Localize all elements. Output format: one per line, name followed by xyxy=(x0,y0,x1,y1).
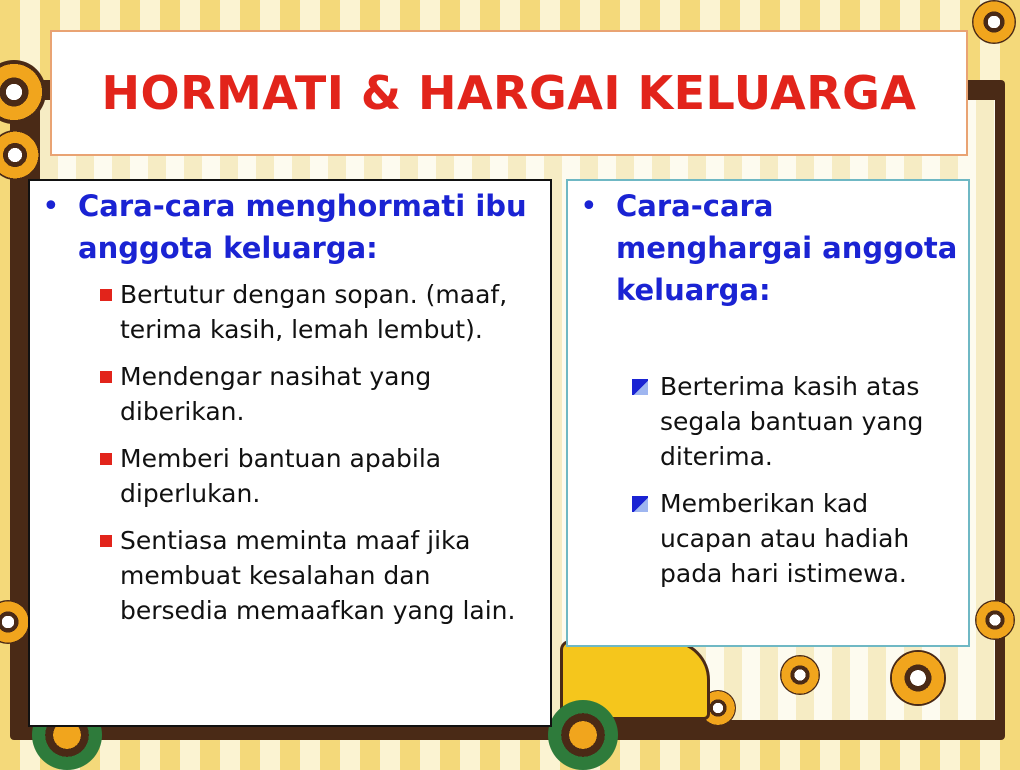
blue-square-bullet-icon xyxy=(632,379,648,395)
decor-circle xyxy=(890,650,946,706)
list-item-text: Memberi bantuan apabila diperlukan. xyxy=(120,444,442,508)
list-item-text: Bertutur dengan sopan. (maaf, terima kasih, lemah lembut). xyxy=(120,280,508,344)
right-heading-item xyxy=(578,185,960,311)
list-item xyxy=(100,523,542,628)
red-square-bullet-icon xyxy=(100,535,112,547)
list-item xyxy=(100,441,542,511)
red-square-bullet-icon xyxy=(100,289,112,301)
list-item xyxy=(100,359,542,429)
left-heading-item xyxy=(40,185,542,269)
left-panel xyxy=(28,179,552,727)
title-box xyxy=(50,30,968,156)
slide-title: HORMATI & HARGAI KELUARGA xyxy=(101,66,917,120)
list-item-text: Berterima kasih atas segala bantuan yang diterima. xyxy=(660,372,924,471)
decor-circle xyxy=(975,600,1015,640)
bullet-icon: • xyxy=(42,189,60,224)
list-item xyxy=(632,486,960,591)
left-heading: Cara-cara menghormati ibu anggota keluarga: xyxy=(78,189,527,265)
blue-square-bullet-icon xyxy=(632,496,648,512)
right-heading: Cara-cara menghargai anggota keluarga: xyxy=(616,189,958,307)
list-item xyxy=(632,369,960,474)
list-item xyxy=(100,277,542,347)
red-square-bullet-icon xyxy=(100,453,112,465)
right-panel xyxy=(566,179,970,647)
decor-wheel xyxy=(548,700,618,770)
list-item-text: Sentiasa meminta maaf jika membuat kesalahan dan bersedia memaafkan yang lain. xyxy=(120,526,516,625)
left-list xyxy=(100,277,542,628)
list-item-text: Memberikan kad ucapan atau hadiah pada hari istimewa. xyxy=(660,489,910,588)
decor-circle xyxy=(780,655,820,695)
decor-circle xyxy=(972,0,1016,44)
right-list xyxy=(632,369,960,591)
bullet-icon: • xyxy=(580,189,598,224)
list-item-text: Mendengar nasihat yang diberikan. xyxy=(120,362,432,426)
red-square-bullet-icon xyxy=(100,371,112,383)
